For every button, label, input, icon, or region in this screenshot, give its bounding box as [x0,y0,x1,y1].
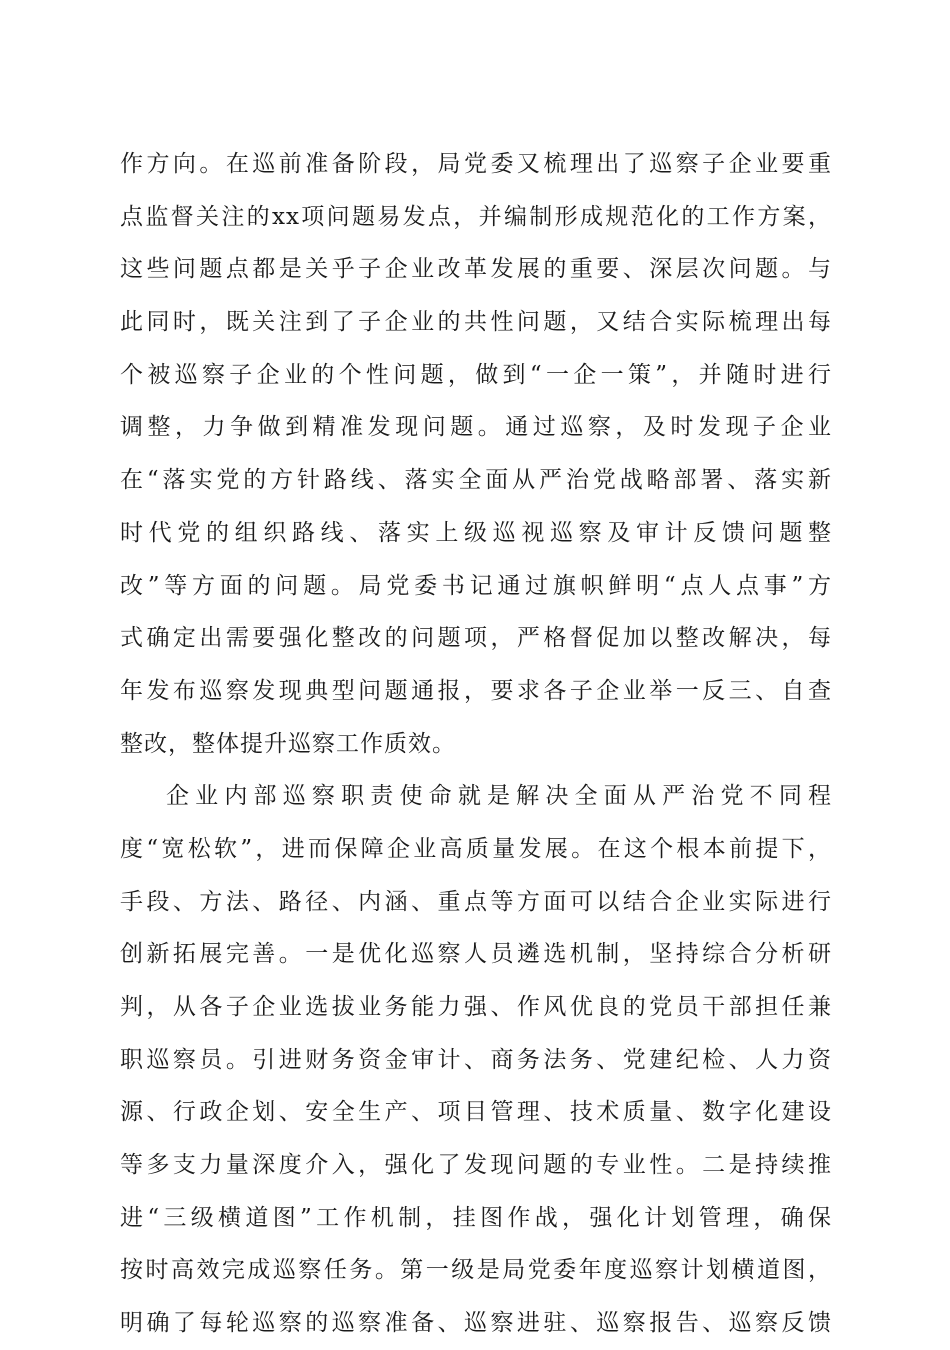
text-line: 改”等方面的问题。局党委书记通过旗帜鲜明“点人点事”方 [120,572,832,599]
text-line: 度“宽松软”，进而保障企业高质量发展。在这个根本前提下， [120,835,832,862]
text-line: 手段、方法、路径、内涵、重点等方面可以结合企业实际进行 [120,888,832,915]
text-line: 等多支力量深度介入，强化了发现问题的专业性。二是持续推 [120,1152,832,1179]
paragraph-2 [120,770,832,1350]
text-line: 作方向。在巡前准备阶段，局党委又梳理出了巡察子企业要重 [120,151,832,177]
text-line: 年发布巡察发现典型问题通报，要求各子企业举一反三、自查 [120,677,832,704]
text-line: 创新拓展完善。一是优化巡察人员遴选机制，坚持综合分析研 [120,941,832,968]
text-line: 这些问题点都是关乎子企业改革发展的重要、深层次问题。与 [120,256,832,283]
text-line: 整改，整体提升巡察工作质效。 [120,730,456,757]
paragraph-1 [120,138,832,770]
body-text [120,138,832,1350]
text-line: 时代党的组织路线、落实上级巡视巡察及审计反馈问题整 [120,519,832,546]
text-line: 企业内部巡察职责使命就是解决全面从严治党不同程 [166,783,832,810]
text-line: 明确了每轮巡察的巡察准备、巡察进驻、巡察报告、巡察反馈 [120,1310,832,1337]
text-line: 此同时，既关注到了子企业的共性问题，又结合实际梳理出每 [120,309,832,336]
text-line: 源、行政企划、安全生产、项目管理、技术质量、数字化建设 [120,1099,832,1126]
text-line: 进“三级横道图”工作机制，挂图作战，强化计划管理，确保 [120,1204,832,1231]
text-line: 按时高效完成巡察任务。第一级是局党委年度巡察计划横道图， [120,1257,832,1284]
text-line: 在“落实党的方针路线、落实全面从严治党战略部署、落实新 [120,467,832,494]
text-line: 个被巡察子企业的个性问题，做到“一企一策”，并随时进行 [120,361,832,388]
text-line: 判，从各子企业选拔业务能力强、作风优良的党员干部担任兼 [120,994,832,1020]
text-line: 点监督关注的xx项问题易发点，并编制形成规范化的工作方案， [120,203,832,230]
text-line: 式确定出需要强化整改的问题项，严格督促加以整改解决，每 [120,625,832,652]
text-line: 职巡察员。引进财务资金审计、商务法务、党建纪检、人力资 [120,1046,832,1073]
text-line: 调整，力争做到精准发现问题。通过巡察，及时发现子企业 [120,414,832,441]
